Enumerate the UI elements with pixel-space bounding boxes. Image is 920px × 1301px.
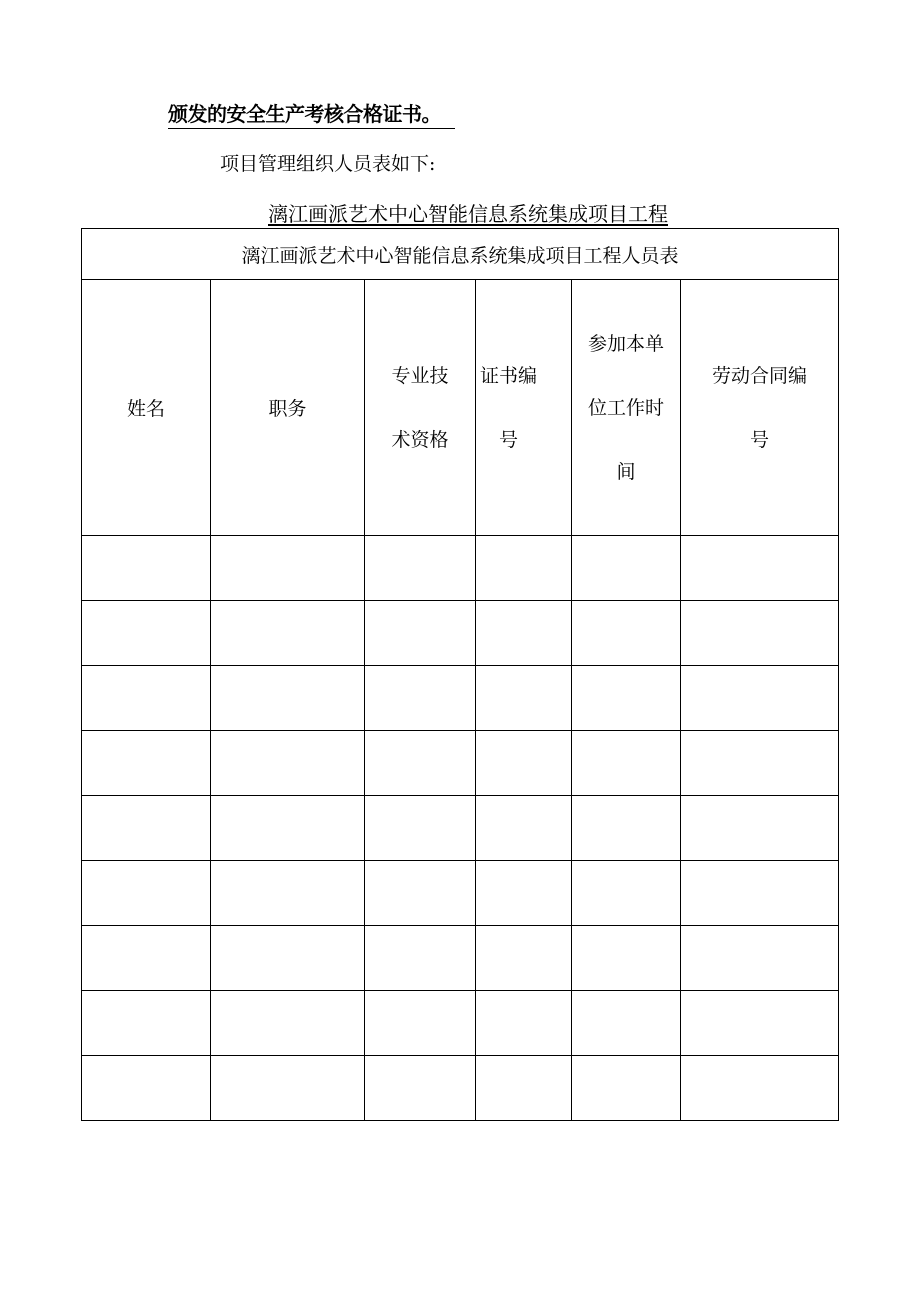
cell-qualification <box>365 601 476 666</box>
header-qualification <box>365 280 476 536</box>
header-contract-line2: 号 <box>750 428 770 451</box>
cell-name <box>82 1056 211 1121</box>
table-caption: 漓江画派艺术中心智能信息系统集成项目工程人员表 <box>82 229 839 280</box>
cell-name <box>82 601 211 666</box>
cell-certificate-number <box>476 1056 572 1121</box>
cell-name <box>82 666 211 731</box>
cell-qualification <box>365 536 476 601</box>
cell-certificate-number <box>476 731 572 796</box>
table-row <box>82 731 839 796</box>
cell-contract-number <box>681 926 839 991</box>
cell-contract-number <box>681 601 839 666</box>
cell-work-time <box>572 601 681 666</box>
staff-table <box>81 228 839 1121</box>
table-row <box>82 1056 839 1121</box>
cell-work-time <box>572 1056 681 1121</box>
header-certificate-line1: 证书编 <box>480 364 538 387</box>
table-row <box>82 991 839 1056</box>
cell-work-time <box>572 536 681 601</box>
cell-qualification <box>365 926 476 991</box>
cell-qualification <box>365 861 476 926</box>
cell-position <box>211 926 365 991</box>
cell-name <box>82 796 211 861</box>
table-row <box>82 926 839 991</box>
project-title: 漓江画派艺术中心智能信息系统集成项目工程 <box>268 202 668 226</box>
table-row <box>82 536 839 601</box>
intro-line-certificate: 颁发的安全生产考核合格证书。 <box>168 100 455 129</box>
header-certificate-line2: 号 <box>499 428 519 451</box>
header-work-time <box>572 280 681 536</box>
table-row <box>82 666 839 731</box>
header-qualification-line1: 专业技 <box>391 364 449 387</box>
header-work-time-line3: 间 <box>616 460 636 483</box>
intro-line-staff-table: 项目管理组织人员表如下: <box>220 153 436 175</box>
cell-certificate-number <box>476 796 572 861</box>
cell-work-time <box>572 666 681 731</box>
cell-contract-number <box>681 666 839 731</box>
header-contract-line1: 劳动合同编 <box>712 364 808 387</box>
cell-certificate-number <box>476 601 572 666</box>
cell-position <box>211 1056 365 1121</box>
cell-name <box>82 926 211 991</box>
cell-certificate-number <box>476 926 572 991</box>
table-row <box>82 861 839 926</box>
cell-position <box>211 601 365 666</box>
cell-work-time <box>572 861 681 926</box>
header-certificate-number <box>476 280 572 536</box>
cell-name <box>82 991 211 1056</box>
cell-position <box>211 796 365 861</box>
header-name <box>82 280 211 536</box>
cell-work-time <box>572 926 681 991</box>
cell-position <box>211 536 365 601</box>
table-row <box>82 796 839 861</box>
cell-contract-number <box>681 536 839 601</box>
cell-position <box>211 861 365 926</box>
cell-qualification <box>365 666 476 731</box>
cell-position <box>211 731 365 796</box>
cell-certificate-number <box>476 666 572 731</box>
table-body <box>82 536 839 1121</box>
cell-contract-number <box>681 1056 839 1121</box>
cell-contract-number <box>681 796 839 861</box>
cell-name <box>82 861 211 926</box>
cell-qualification <box>365 991 476 1056</box>
cell-contract-number <box>681 731 839 796</box>
cell-certificate-number <box>476 536 572 601</box>
cell-position <box>211 991 365 1056</box>
header-name-label: 姓名 <box>126 398 165 420</box>
header-position-label: 职务 <box>268 398 307 420</box>
header-work-time-line2: 位工作时 <box>587 396 664 419</box>
table-row <box>82 601 839 666</box>
header-contract-number <box>681 280 839 536</box>
cell-qualification <box>365 1056 476 1121</box>
cell-qualification <box>365 796 476 861</box>
cell-contract-number <box>681 991 839 1056</box>
table-header-row <box>82 280 839 536</box>
cell-name <box>82 731 211 796</box>
cell-work-time <box>572 991 681 1056</box>
header-work-time-line1: 参加本单 <box>587 332 664 355</box>
cell-work-time <box>572 796 681 861</box>
header-position <box>211 280 365 536</box>
cell-certificate-number <box>476 861 572 926</box>
header-qualification-line2: 术资格 <box>391 428 449 451</box>
cell-position <box>211 666 365 731</box>
cell-name <box>82 536 211 601</box>
cell-work-time <box>572 731 681 796</box>
cell-certificate-number <box>476 991 572 1056</box>
cell-contract-number <box>681 861 839 926</box>
cell-qualification <box>365 731 476 796</box>
